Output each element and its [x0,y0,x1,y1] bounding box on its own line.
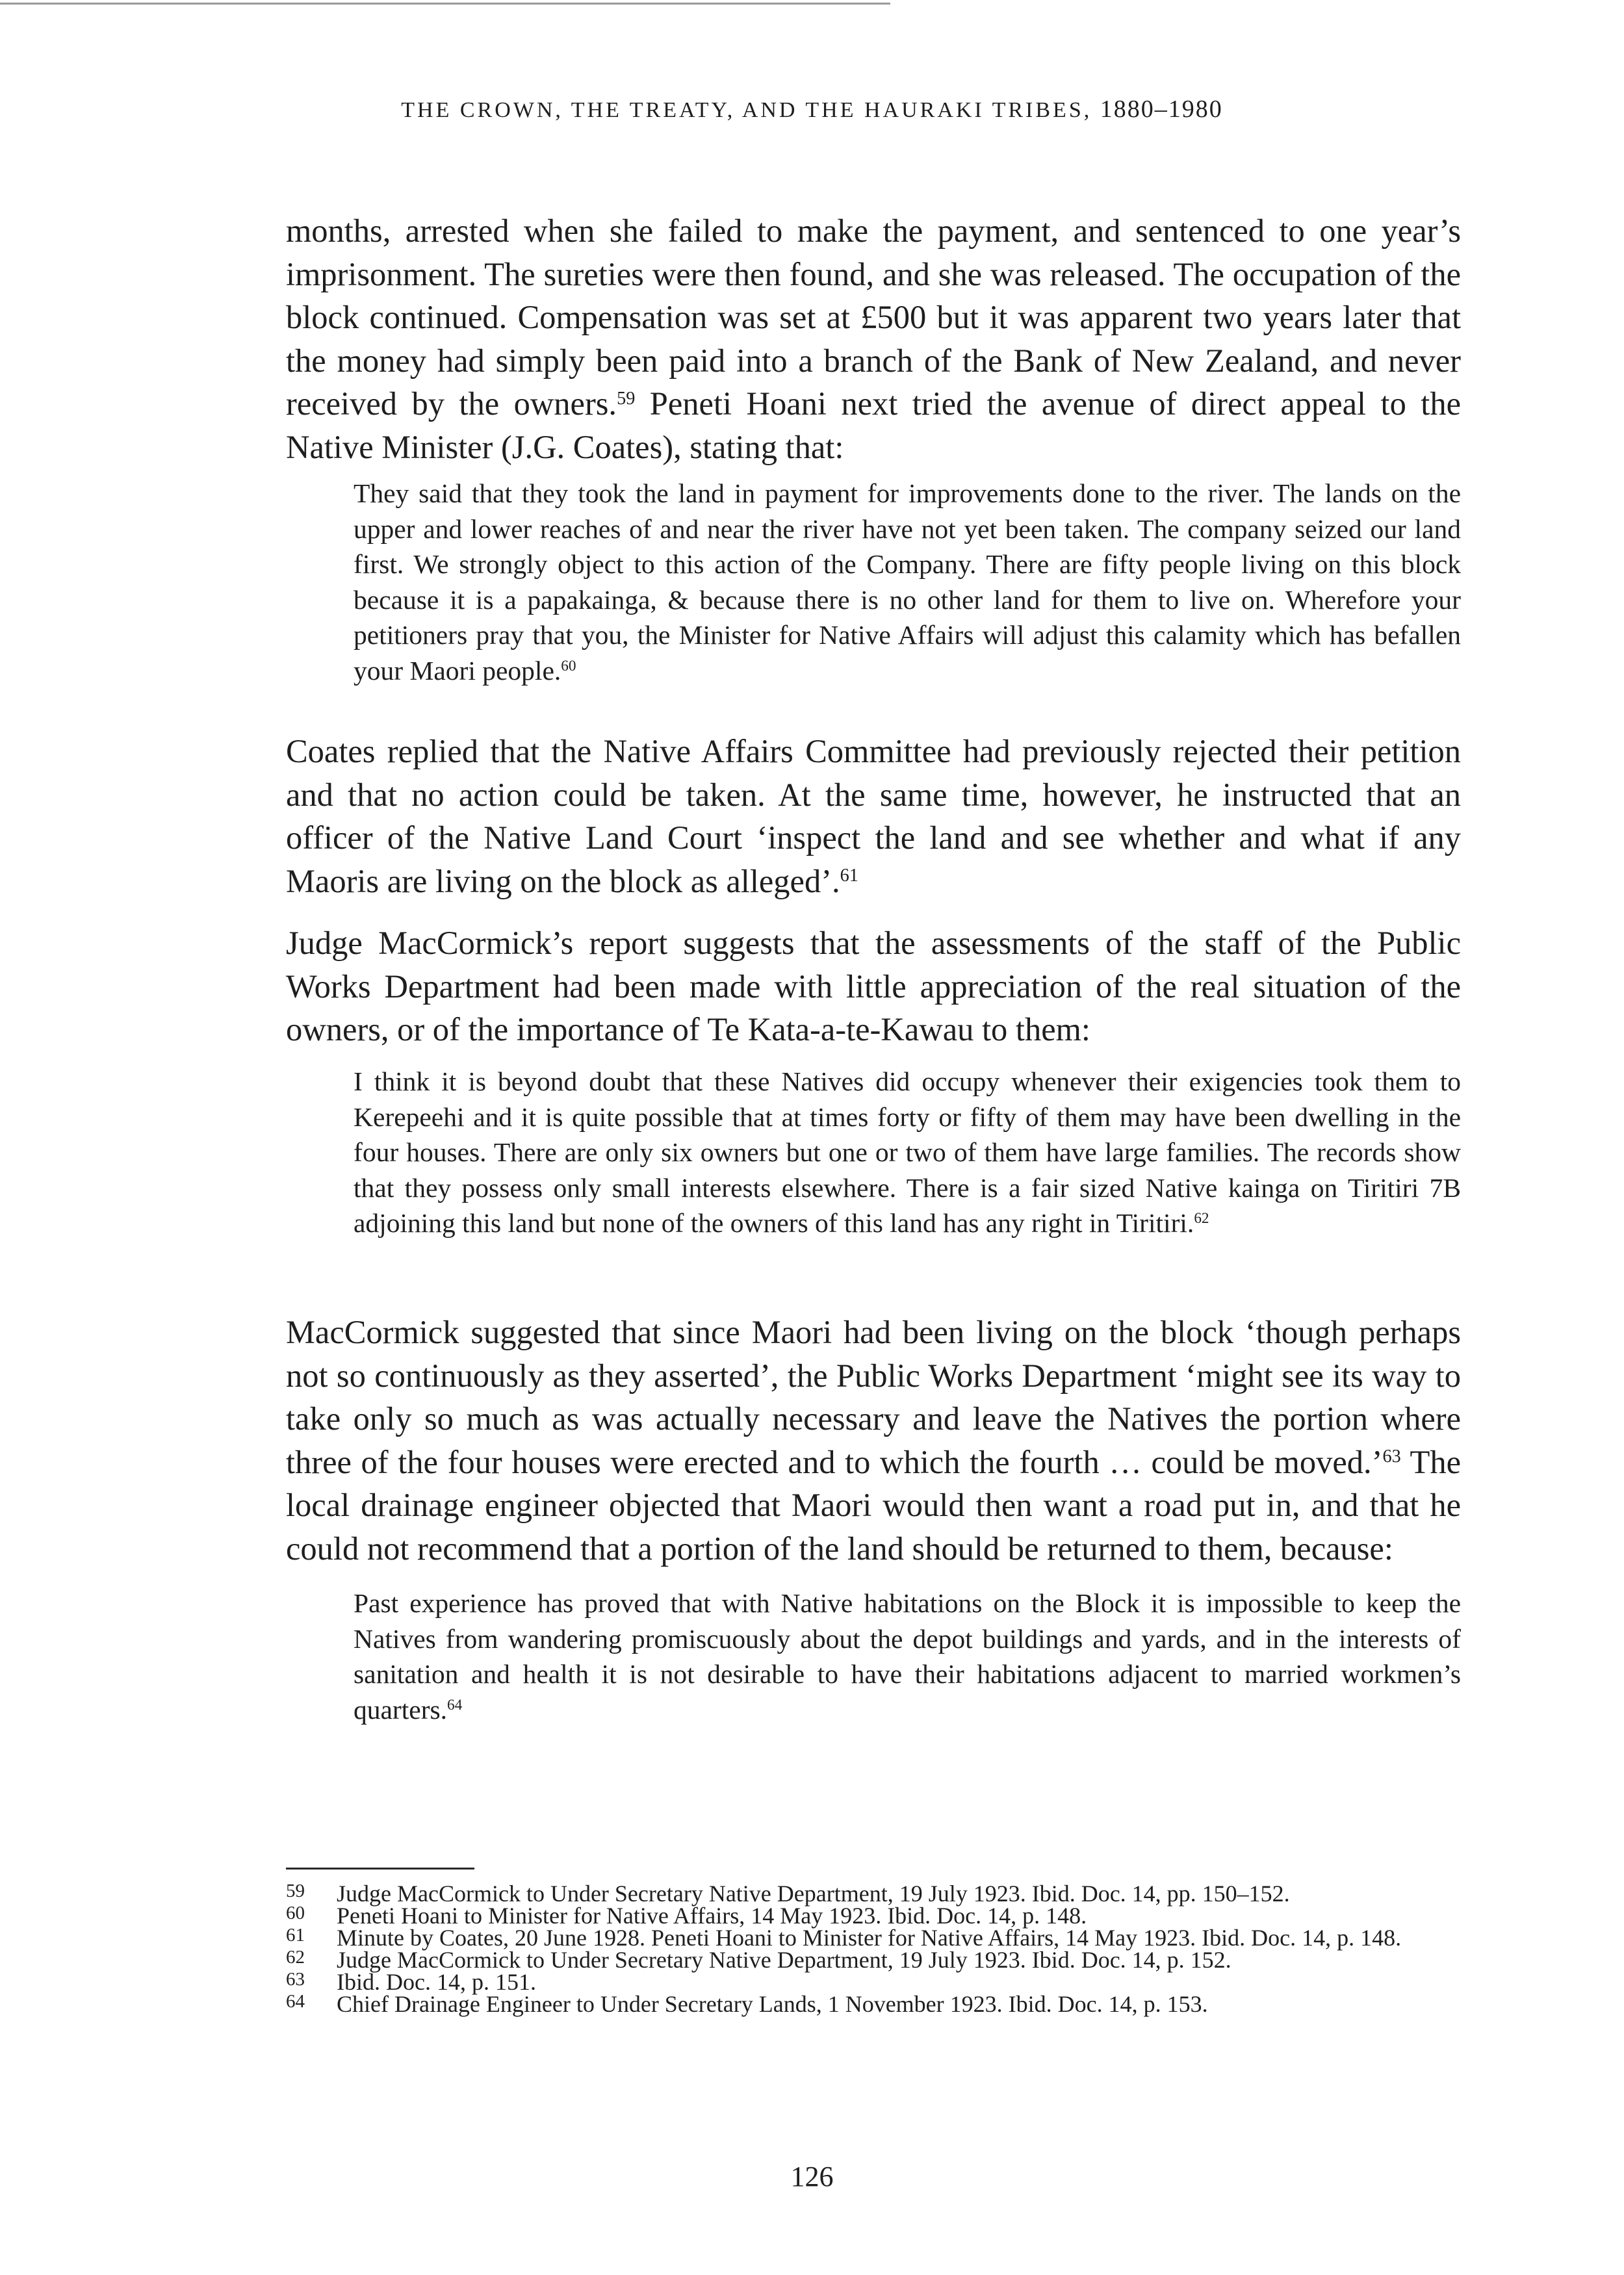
footnote-64 [286,1993,1462,2015]
block-quote-3 [354,1586,1461,1727]
paragraph-1-text-b: Peneti Hoani next tried the avenue of direct appeal to the Native Minister (J.G. Coates), stating that: [286,385,1461,465]
footnote-number: 60 [286,1903,305,1923]
footnote-text: Ibid. Doc. 14, p. 151. [337,1969,536,1995]
footnote-number: 59 [286,1881,305,1901]
footnote-number: 62 [286,1947,305,1968]
footnote-ref-62: 62 [1194,1210,1209,1227]
footnote-number: 64 [286,1991,305,2012]
footnote-number: 63 [286,1969,305,1990]
block-quote-3-text: Past experience has proved that with Native habitations on the Block it is impossible to keep the Natives from wandering promiscuously about the depot buildings and yards, and in the interests of sanitation and health it is not desirable to have their habitations adjacent to married workmen’s quarters. [354,1588,1461,1725]
footnote-number: 61 [286,1925,305,1946]
paragraph-3-text: Judge MacCormick’s report suggests that the assessments of the staff of the Public Works Department had been made with little appreciation of the real situation of the owners, or of the importance of Te Kata-a-te-Kawau to them: [286,925,1461,1048]
block-quote-1 [354,476,1461,688]
block-quote-1-text: They said that they took the land in payment for improvements done to the river. The lands on the upper and lower reaches of and near the river have not yet been taken. The company seized our land first. We strongly object to this action of the Company. There are fifty people living on this block because it is a papakainga, & because there is no other land for them to live on. Wherefore your petitioners pray that you, the Minister for Native Affairs will adjust this calamity which has befallen your Maori people. [354,478,1461,686]
footnote-text: Peneti Hoani to Minister for Native Affairs, 14 May 1923. Ibid. Doc. 14, p. 148. [337,1903,1087,1929]
paragraph-1-text-a: months, arrested when she failed to make the payment, and sentenced to one year’s imprisonment. The sureties were then found, and she was released. The occupation of the block continued. Compensation was set at £500 but it was apparent two years later that the money had simply been paid into a branch of the Bank of New Zealand, and never received by the owners. [286,212,1461,422]
footnote-59 [286,1883,1462,1905]
footnote-62 [286,1949,1462,1971]
footnote-text: Judge MacCormick to Under Secretary Native Department, 19 July 1923. Ibid. Doc. 14, pp. 150–152. [337,1881,1290,1907]
footnote-text: Chief Drainage Engineer to Under Secretary Lands, 1 November 1923. Ibid. Doc. 14, p. 153. [337,1991,1208,2017]
block-quote-2 [354,1064,1461,1241]
footnote-ref-59: 59 [617,388,636,409]
footnote-60 [286,1905,1462,1927]
footnote-ref-61: 61 [840,866,858,886]
top-border-rule [0,3,890,5]
footnote-ref-63: 63 [1382,1446,1401,1467]
block-quote-2-text: I think it is beyond doubt that these Natives did occupy whenever their exigencies took them to Kerepeehi and it is quite possible that at times forty or fifty of them may have been dwelling in the four houses. There are only six owners but one or two of them have large families. The records show that they possess only small interests elsewhere. There is a fair sized Native kainga on Tiritiri 7B adjoining this land but none of the owners of this land has any right in Tiritiri. [354,1066,1461,1238]
footnote-ref-64: 64 [447,1696,463,1714]
paragraph-2-text: Coates replied that the Native Affairs Committee had previously rejected their petition and that no action could be taken. At the same time, however, he instructed that an officer of the Native Land Court ‘inspect the land and see whether and what if any Maoris are living on the block as alleged’. [286,733,1461,899]
running-head-years: 1880–1980 [1100,96,1223,123]
running-head-title: THE CROWN, THE TREATY, AND THE HAURAKI TRIBES, [401,98,1100,122]
paragraph-3 [286,921,1461,1051]
footnote-61 [286,1927,1462,1949]
page-number: 126 [790,2161,834,2192]
paragraph-4-text-a: MacCormick suggested that since Maori had been living on the block ‘though perhaps not so continuously as they asserted’, the Public Works Department ‘might see its way to take only so much as was actually necessary and leave the Natives the portion where three of the four houses were erected and to which the fourth … could be moved.’ [286,1314,1461,1480]
paragraph-4-text-b: The local drainage engineer objected that Maori would then want a road put in, and that he could not recommend that a portion of the land should be returned to them, because: [286,1443,1461,1567]
footnote-text: Judge MacCormick to Under Secretary Native Department, 19 July 1923. Ibid. Doc. 14, p. 152. [337,1947,1231,1973]
paragraph-1 [286,209,1461,469]
footnote-63 [286,1971,1462,1993]
footnotes [286,1883,1462,2015]
paragraph-2 [286,730,1461,903]
running-head [0,90,1624,130]
paragraph-4 [286,1311,1461,1570]
footnote-text: Minute by Coates, 20 June 1928. Peneti Hoani to Minister for Native Affairs, 14 May 1923. Ibid. Doc. 14, p. 148. [337,1925,1402,1951]
footnote-separator [286,1868,474,1870]
footnote-ref-60: 60 [561,657,576,675]
